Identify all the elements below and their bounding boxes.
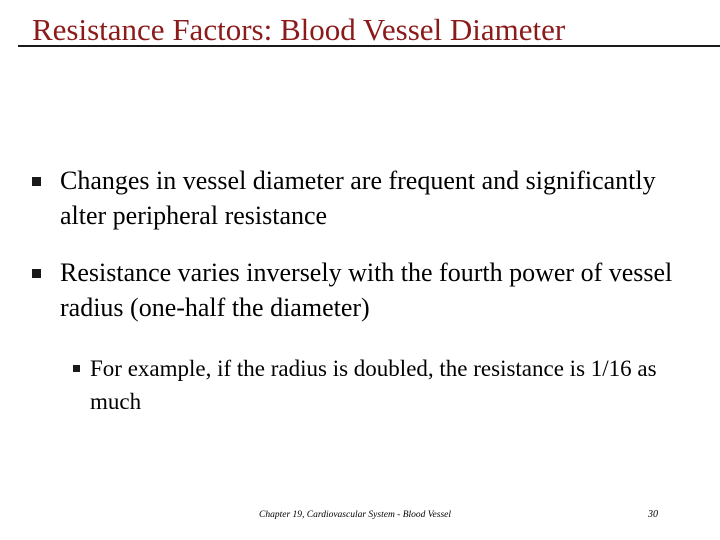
bullet-text: Changes in vessel diameter are frequent and significantly alter peripheral resistance [60,166,656,230]
bullet-item-resistance-radius [32,255,712,325]
slide-title: Resistance Factors: Blood Vessel Diameter [32,12,566,47]
bullet-item-vessel-diameter [32,163,692,233]
sub-bullet-text: For example, if the radius is doubled, the resistance is 1/16 as much [90,356,657,414]
square-bullet-icon [32,177,41,186]
slide-footer: Chapter 19, Cardiovascular System - Blood Vessel [259,510,452,520]
bullet-text: Resistance varies inversely with the fourth power of vessel radius (one-half the diameter) [60,258,673,322]
square-bullet-icon [73,365,80,372]
square-bullet-icon [32,269,41,278]
sub-bullet-item-example [73,352,713,418]
page-number: 30 [648,509,658,520]
title-underline [18,45,720,47]
